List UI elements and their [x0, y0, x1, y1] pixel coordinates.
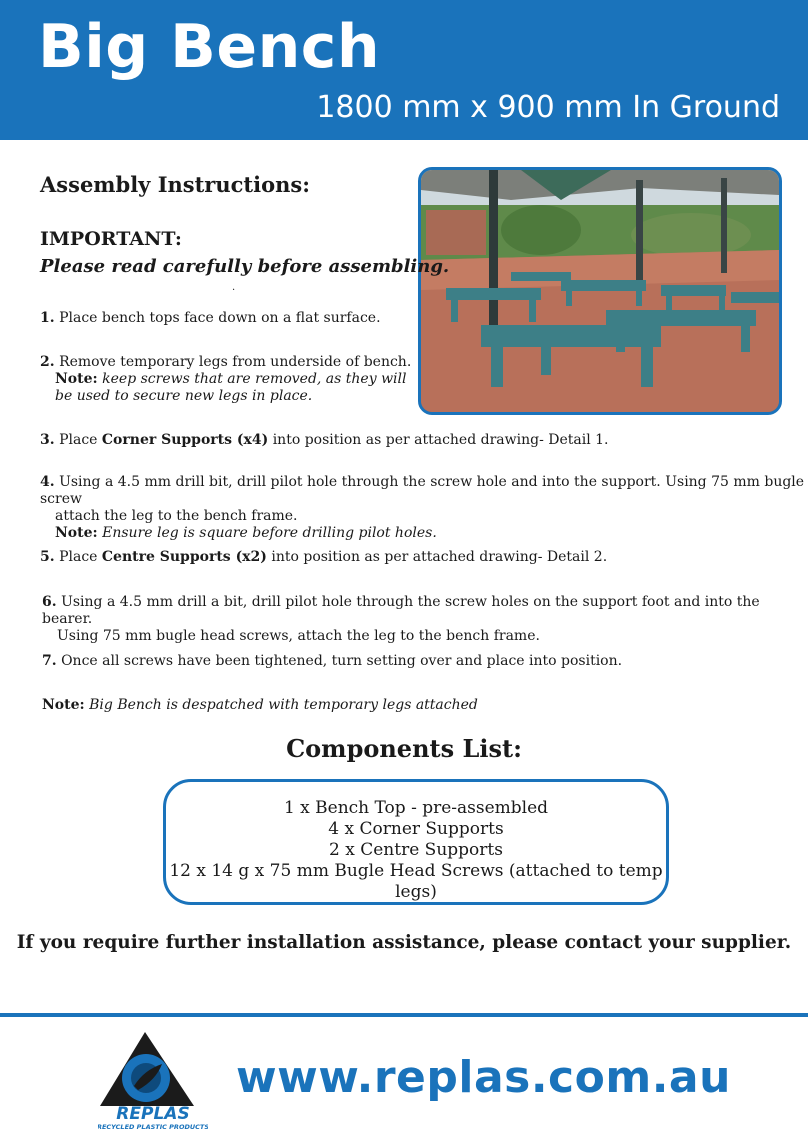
assembly-heading: Assembly Instructions: — [40, 172, 310, 197]
step-number: 2. — [40, 354, 55, 370]
step-number: 7. — [42, 653, 57, 669]
step-text: Once all screws have been tightened, turn setting over and place into position. — [61, 653, 623, 669]
step-3 — [40, 432, 609, 449]
note-label: Note: — [42, 697, 85, 713]
components-heading: Components List: — [286, 734, 522, 763]
step-number: 6. — [42, 594, 57, 610]
note-label: Note: — [55, 371, 98, 387]
step-text-cont: attach the leg to the bench frame. — [55, 508, 298, 524]
components-box — [163, 779, 669, 905]
step-text: Using a 4.5 mm drill bit, drill pilot hole through the screw hole and into the support. Using 75 mm bugle screw — [40, 474, 805, 507]
contact-notice: If you require further installation assistance, please contact your supplier. — [16, 932, 792, 953]
component-item: 12 x 14 g x 75 mm Bugle Head Screws (attached to temp legs) — [169, 861, 663, 902]
step-bold: Centre Supports (x2) — [101, 549, 267, 565]
website-link[interactable]: www.replas.com.au — [236, 1052, 731, 1103]
step-text: Place — [59, 432, 102, 448]
step-text: Place — [59, 549, 102, 565]
replas-logo-icon — [98, 1028, 208, 1132]
step-text-post: into position as per attached drawing- Detail 1. — [268, 432, 609, 448]
step-4 — [40, 474, 808, 542]
step-number: 5. — [40, 549, 55, 565]
step-text: Place bench tops face down on a flat surface. — [59, 310, 381, 326]
note-text: Big Bench is despatched with temporary legs attached — [89, 697, 478, 713]
step-number: 4. — [40, 474, 55, 490]
step-number: 1. — [40, 310, 55, 326]
svg-text:REPLAS: REPLAS — [116, 1104, 190, 1124]
svg-text:RECYCLED PLASTIC PRODUCTS: RECYCLED PLASTIC PRODUCTS — [98, 1123, 208, 1131]
component-item: 1 x Bench Top - pre-assembled — [283, 798, 549, 818]
footer-divider — [0, 1013, 808, 1017]
component-item: 4 x Corner Supports — [328, 819, 504, 839]
important-label: IMPORTANT: — [40, 228, 182, 250]
despatch-note — [42, 697, 478, 714]
note-text: Ensure leg is square before drilling pilot holes. — [102, 525, 437, 541]
step-text: Remove temporary legs from underside of bench. — [59, 354, 412, 370]
page-title: Big Bench — [38, 12, 381, 82]
page-subtitle: 1800 mm x 900 mm In Ground — [316, 90, 780, 125]
step-text-post: into position as per attached drawing- Detail 2. — [266, 549, 608, 565]
step-text: Using a 4.5 mm drill a bit, drill pilot hole through the screw holes on the support foot and into the bearer. — [42, 594, 760, 627]
step-5 — [40, 549, 607, 566]
step-text-cont: Using 75 mm bugle head screws, attach the leg to the bench frame. — [57, 628, 540, 644]
bench-photo — [418, 167, 782, 415]
step-7 — [42, 653, 622, 670]
please-read-notice: Please read carefully before assembling. — [40, 256, 450, 277]
note-text: keep screws that are removed, as they will — [102, 371, 407, 387]
stray-dot: . — [232, 282, 236, 293]
step-bold: Corner Supports (x4) — [101, 432, 269, 448]
note-text-cont: be used to secure new legs in place. — [55, 388, 313, 404]
step-2 — [40, 354, 411, 405]
component-item: 2 x Centre Supports — [329, 840, 503, 860]
header-banner — [0, 0, 808, 140]
components-list — [166, 798, 666, 903]
note-label: Note: — [55, 525, 98, 541]
step-number: 3. — [40, 432, 55, 448]
step-1 — [40, 310, 381, 327]
step-6 — [42, 594, 808, 645]
